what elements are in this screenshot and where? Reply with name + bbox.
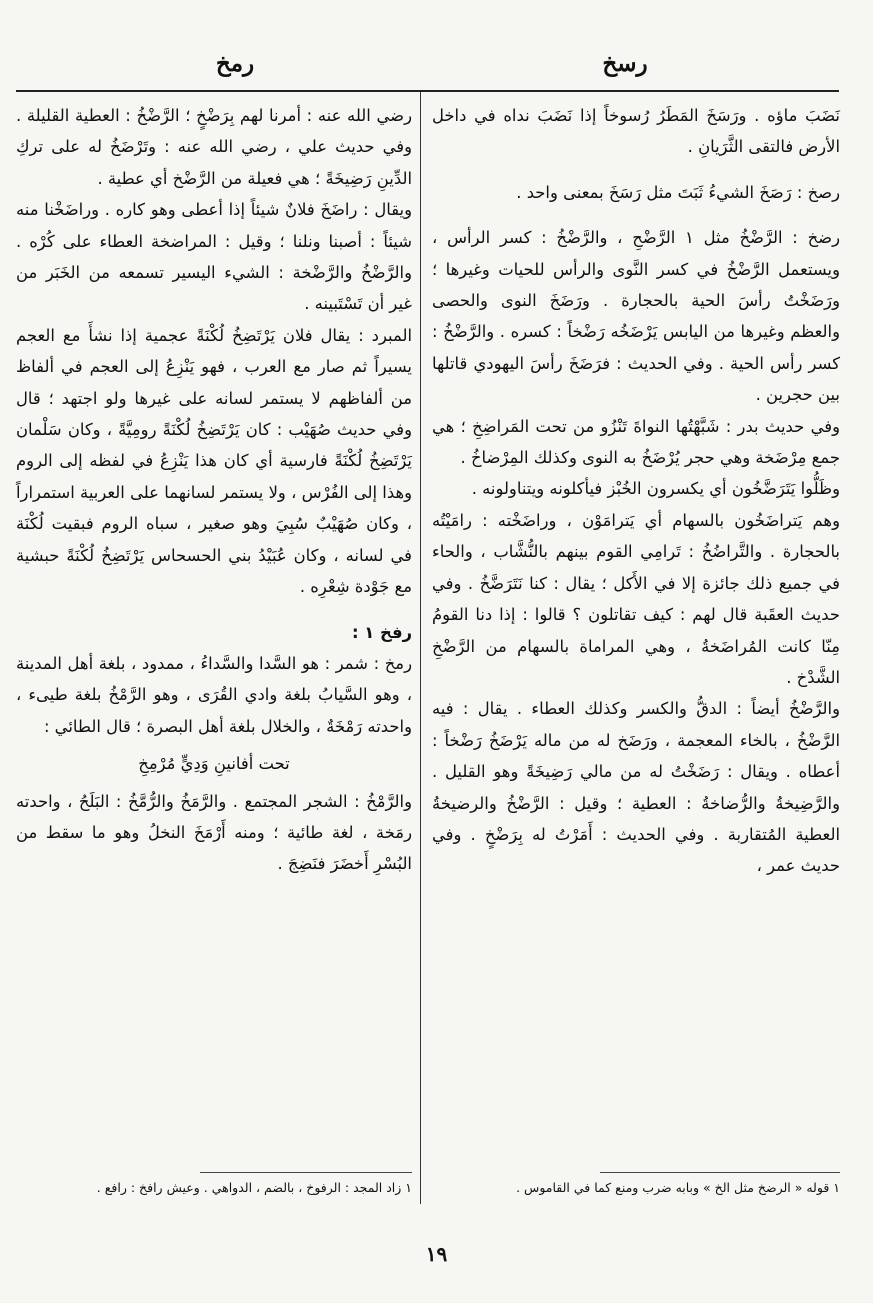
entry-ramakh: رمخ : شمر : هو السَّدا والسَّداءُ ، ممدود ، بلغة أهل المدينة ، وهو السَّيابُ بلغة وادي القُرَى ، وهو الرَّمْخُ بلغة طيىء ، واحدته رَمْخَةٌ ، والخلال بلغة أهل البصرة ؛ قال الطائي : (16, 653, 412, 736)
paragraph: نَضَبَ ماؤه . ورَسَخَ المَطَرُ رُسوخاً إذا نَضَبَ نداه في داخل الأرض فالتقى الثَّرَيانِ . (432, 106, 840, 157)
left-column (16, 100, 412, 880)
running-header-left: رمخ (215, 50, 255, 77)
paragraph: المبرد : يقال فلان يَرْتَضِخُ لُكْنَةً عجمية إذا نشأَ مع العجم يسيراً ثم صار مع العرب ، فهو يَنْزِعُ إلى العجم في ألفاظ من ألفاظهم لا يستمر لسانه على غيرها ولو اجتهد ؛ قال وفي حديث صُهَيْب : كان يَرْتَضِخُ لُكْنَةً رومِيَّةً ، وكان سَلْمان يَرْتَضِخُ لُكْنَةً فارسية أي كان هذا يَنْزِعُ في لفظه إلى الروم وهذا إلى الفُرْس ، ولا يستمر لسانهما على العربية استمراراً ، وكان صُهَيْبٌ سُبِيَ وهو صغير ، سباه الروم فبقيت لُكْنَة في لسانه ، وكان عُبَيْدُ بني الحسحاس يَرْتَضِخُ لُكْنَةً حبشية مع جَوْدة شِعْرِه . (16, 325, 412, 597)
footnote-right: ١ قوله « الرضخ مثل الخ » وبابه ضرب ومنع كما في القاموس . (516, 1180, 840, 1195)
paragraph: والرَّضْخُ أيضاً : الدقُّ والكسر وكذلك العطاء . يقال : فيه الرَّضْخُ ، بالخاء المعجمة ، ورَضَخ له من ماله يَرْضَخُ رَضْخاً : أعطاه . ويقال : رَضَخْتُ له من مالي رَضِيخَةً وهو القليل . والرَّضِيخةُ والرُّضاخةُ : العطية ؛ وقيل : الرَّضْخُ والرضيخةُ العطية المُتقاربة . وفي الحديث : أَمَرْتُ له بِرَضْخٍ . وفي حديث عمر ، (432, 699, 840, 876)
paragraph: والرَّمْخُ : الشجر المجتمع . والرَّمَخُ والرُّمَّخُ : البَلَحُ ، واحدته رمَخة ، لغة طائية ؛ ومنه أَرْمَخَ النخلُ وهو ما سقط من البُسْرِ أَخضَرَ فنَضِجَ . (16, 791, 412, 874)
column-divider (420, 92, 421, 1204)
entry-rafakh: رفخ ١ : (352, 622, 412, 642)
header-rule (16, 90, 839, 92)
page-number: ١٩ (425, 1242, 448, 1266)
paragraph: وهم يَتراضَخُون بالسهام أي يَترامَوْن ، وراضَخْته : رامَيْتُه بالحجارة . والتَّراضُخُ : تَرامِي القوم بينهم بالنُّشَّاب ، والحاء في جميع ذلك جائزة إلا في الأَكل ؛ يقال : كنا نَتَرَضَّخُ . وفي حديث العقَبة قال لهم : كيف تقاتلون ؟ قالوا : إذا دنا القومُ مِنّا كانت المُراضَخةُ ، وهي المراماة بالسهام من الرَّضْخِ الشَّدْخ . (432, 510, 840, 687)
paragraph: ويقال : راضَخَ فلانٌ شيئاً إذا أعطى وهو كاره . وراضَخْنا منه شيئاً : أصبنا ونلنا ؛ وقيل : المراضخة العطاء على كُرْه . والرَّضْخُ والرَّضْخة : الشيء اليسير تسمعه من الخَبَر من غير أن تَسْتَبينه . (16, 200, 412, 314)
footnote-left: ١ زاد المجد : الرفوخ ، بالضم ، الدواهي . وعيش رافخ : رافع . (96, 1180, 412, 1195)
paragraph: وفي حديث بدر : شَبَّهْتُها النواةَ تَنْزُو من تحت المَراضِخِ ؛ هي جمع مِرْضَخة وهي حجر يُرْضَخُ به النوى وكذلك المِرْضاخُ . (432, 416, 840, 468)
right-column (432, 100, 840, 882)
running-header-right: رسخ (602, 50, 648, 77)
paragraph: وظَلُّوا يَتَرَضَّخُون أي يكسرون الخُبْز فيأكلونه ويتناولونه . (471, 479, 840, 499)
footnote-rule-left (200, 1172, 412, 1173)
paragraph: رضي الله عنه : أمرنا لهم بِرَضْخٍ ؛ الرَّضْخُ : العطية القليلة . وفي حديث علي ، رضي الله عنه : وتَرْضَخُ له على تركِ الدِّينِ رَضِيخَةً ؛ هي فعيلة من الرَّضْخ أي عطية . (16, 106, 412, 188)
entry-radakh: رضخ : الرَّضْخُ مثل ١ الرَّضْحِ ، والرَّضْخُ : كسر الرأس ، ويستعمل الرَّضْخُ في كسر النَّوى والرأس للحيات وغيرها ؛ ورَضَخْتُ رأسَ الحية بالحجارة . ورَضَخَ النوى والحصى والعظم وغيرها من اليابس يَرْضَخُه رَضْخاً : كسره . والرَّضْخُ : كسر رأس الحية . وفي الحديث : فرَضَخَ رأسَ اليهودي قاتلها بين حجرين . (432, 228, 840, 405)
verse-line: تحت أفانينِ وَدِيٍّ مُرْمِخِ (138, 754, 290, 774)
entry-rasakh: رصخ : رَصَخَ الشيءُ ثَبَتَ مثل رَسَخَ بمعنى واحد . (516, 182, 840, 202)
footnote-rule-right (600, 1172, 840, 1173)
